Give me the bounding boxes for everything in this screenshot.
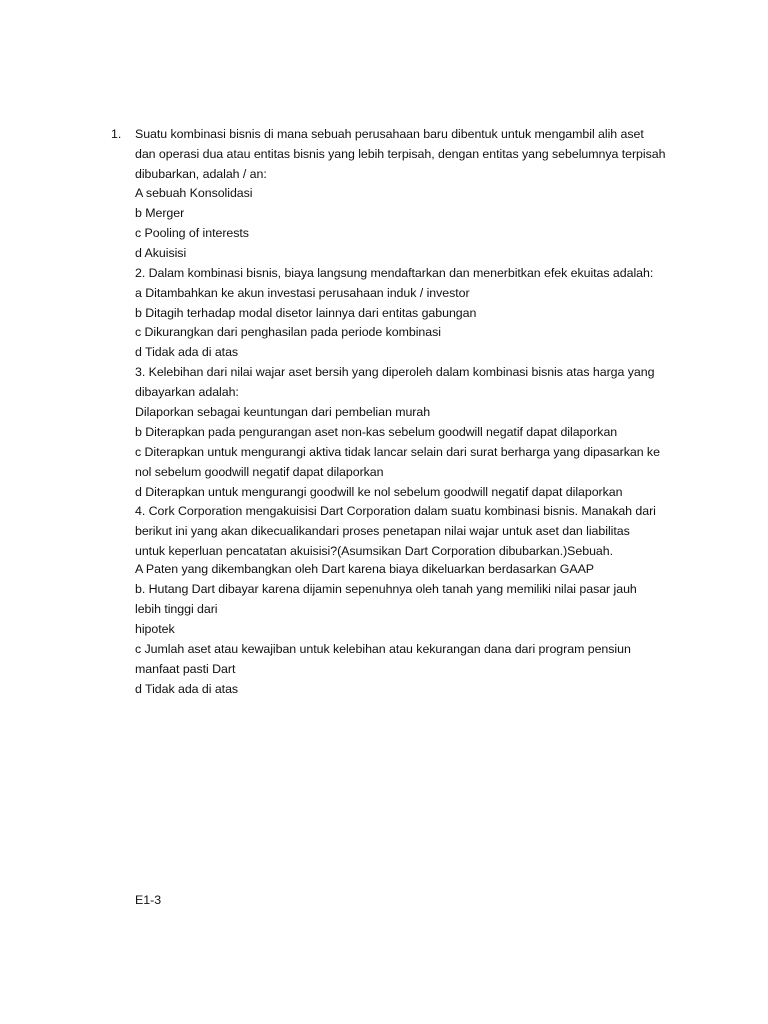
question-2-option-b: b Ditagih terhadap modal disetor lainnya dari entitas gabungan bbox=[135, 306, 477, 320]
question-4-text-line-3: untuk keperluan pencatatan akuisisi?(Asumsikan Dart Corporation dibubarkan.)Sebuah. bbox=[135, 544, 613, 558]
question-1-option-d: d Akuisisi bbox=[135, 246, 187, 260]
question-3-option-c-line-1: c Diterapkan untuk mengurangi aktiva tidak lancar selain dari surat berharga yang dipasarkan ke bbox=[135, 445, 660, 459]
question-3-text-line-1: 3. Kelebihan dari nilai wajar aset bersih yang diperoleh dalam kombinasi bisnis atas harga yang bbox=[135, 365, 655, 379]
question-1-option-c: c Pooling of interests bbox=[135, 226, 249, 240]
question-1-text-line-2: dan operasi dua atau entitas bisnis yang lebih terpisah, dengan entitas yang sebelumnya terpisah bbox=[135, 147, 666, 161]
question-4-option-c-line-1: c Jumlah aset atau kewajiban untuk kelebihan atau kekurangan dana dari program pensiun bbox=[135, 642, 631, 656]
question-4-option-d: d Tidak ada di atas bbox=[135, 682, 239, 696]
question-4-option-b-line-2: lebih tinggi dari bbox=[135, 602, 218, 616]
question-4-text-line-1: 4. Cork Corporation mengakuisisi Dart Corporation dalam suatu kombinasi bisnis. Manakah dari bbox=[135, 504, 656, 518]
question-4-option-b-line-1: b. Hutang Dart dibayar karena dijamin sepenuhnya oleh tanah yang memiliki nilai pasar jauh bbox=[135, 582, 637, 596]
question-4-text-line-2: berikut ini yang akan dikecualikandari proses penetapan nilai wajar untuk aset dan liabilitas bbox=[135, 524, 630, 538]
question-4-option-a: A Paten yang dikembangkan oleh Dart karena biaya dikeluarkan berdasarkan GAAP bbox=[135, 562, 595, 576]
question-1-text-line-3: dibubarkan, adalah / an: bbox=[135, 167, 267, 181]
question-3-text-line-2: dibayarkan adalah: bbox=[135, 385, 239, 399]
question-4-option-c-line-2: manfaat pasti Dart bbox=[135, 662, 236, 676]
page-footer-label: E1-3 bbox=[135, 893, 162, 907]
question-3-option-b: b Diterapkan pada pengurangan aset non-kas sebelum goodwill negatif dapat dilaporkan bbox=[135, 425, 618, 439]
question-2-text: 2. Dalam kombinasi bisnis, biaya langsung mendaftarkan dan menerbitkan efek ekuitas adalah: bbox=[135, 266, 654, 280]
question-1-text-line-1: Suatu kombinasi bisnis di mana sebuah perusahaan baru dibentuk untuk mengambil alih aset bbox=[135, 127, 644, 141]
question-1-option-b: b Merger bbox=[135, 206, 185, 220]
question-2-option-c: c Dikurangkan dari penghasilan pada periode kombinasi bbox=[135, 325, 441, 339]
question-1-number: 1. bbox=[111, 127, 122, 141]
question-3-option-a: Dilaporkan sebagai keuntungan dari pembelian murah bbox=[135, 405, 431, 419]
question-1-option-a: A sebuah Konsolidasi bbox=[135, 186, 253, 200]
question-3-option-d: d Diterapkan untuk mengurangi goodwill ke nol sebelum goodwill negatif dapat dilaporkan bbox=[135, 485, 623, 499]
question-4-option-b-line-3: hipotek bbox=[135, 622, 175, 636]
question-2-option-d: d Tidak ada di atas bbox=[135, 345, 239, 359]
question-3-option-c-line-2: nol sebelum goodwill negatif dapat dilaporkan bbox=[135, 465, 384, 479]
question-2-option-a: a Ditambahkan ke akun investasi perusahaan induk / investor bbox=[135, 286, 470, 300]
